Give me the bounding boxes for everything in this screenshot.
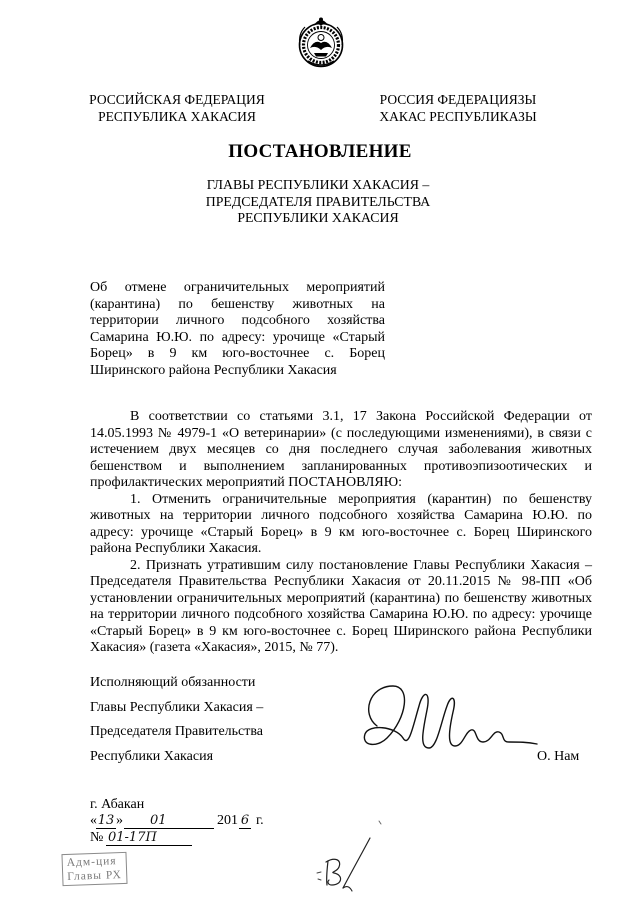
place-of-issue: г. Абакан (90, 797, 145, 812)
body-line: животных на территории личного подсобного хозяйства Самарина Ю.Ю. по (90, 508, 592, 523)
item-2-paragraph (90, 558, 592, 657)
header-right-line: ХАКАС РЕСПУБЛИКАЗЫ (379, 108, 537, 124)
item-1-paragraph (90, 492, 592, 558)
subject-line: Ширинского района Республики Хакасия (90, 362, 337, 378)
date-suffix: г. (256, 813, 264, 828)
header-right (358, 92, 558, 125)
number-sign: № (90, 830, 104, 845)
signatory-name: О. Нам (537, 749, 580, 764)
document-subtitle (0, 177, 636, 227)
subtitle-line: ГЛАВЫ РЕСПУБЛИКИ ХАКАСИЯ – (206, 177, 430, 192)
header-left-line: РЕСПУБЛИКА ХАКАСИЯ (98, 108, 256, 124)
date-close-quote: » (116, 813, 123, 828)
date-month: 01 (124, 813, 214, 829)
body-line: на территории личного подсобного хозяйства Самарина Ю.Ю. по адресу: урочище (90, 607, 592, 622)
header-left-line: РОССИЙСКАЯ ФЕДЕРАЦИЯ (89, 92, 265, 107)
body-line: установлении ограничительных мероприятий (карантина) по бешенству животных (90, 590, 592, 606)
header-left (77, 92, 277, 125)
subject-line: (карантина) по бешенству животных на (90, 296, 385, 312)
signatory-position (90, 671, 330, 769)
subject-line: территории личного подсобного хозяйства (90, 313, 385, 328)
signatory-position-line: Председателя Правительства (90, 724, 264, 740)
subtitle-line: РЕСПУБЛИКИ ХАКАСИЯ (237, 210, 399, 225)
registration-stamp (61, 852, 127, 886)
body-line: истечением двух месяцев со дня последнего случая заболевания животных (90, 442, 592, 457)
document-subject (90, 280, 385, 379)
date-year-digit: 6 (240, 813, 250, 828)
date-open-quote: « (90, 813, 97, 828)
body-line: 1. Отменить ограничительные мероприятия (карантин) по бешенству (130, 491, 592, 507)
body-line: 14.05.1993 № 4979-1 «О ветеринарии» (с последующими изменениями), в связи с (90, 425, 592, 441)
coat-of-arms-icon (296, 15, 346, 69)
body-line: Председателя Правительства Республики Хакасия от 20.11.2015 № 98-ПП «Об (90, 574, 592, 589)
date-year-prefix: 201 (217, 813, 238, 828)
signature-image (355, 678, 540, 768)
header-right-line: РОССИЯ ФЕДЕРАЦИЯЗЫ (379, 92, 537, 107)
subject-line: Об отмене ограничительных мероприятий (90, 280, 385, 295)
signatory-position-line: Исполняющий обязанности (90, 675, 256, 690)
body-line: В соответствии со статьями 3.1, 17 Закона Российской Федерации от (130, 409, 592, 424)
body-line: «Старый Борец» в 9 км юго-восточнее с. Борец Ширинского района Республики (90, 623, 592, 639)
body-line: бешенством и выполнением запланированных противоэпизоотических и (90, 458, 592, 474)
signatory-position-line: Главы Республики Хакасия – (90, 699, 264, 715)
document-title: ПОСТАНОВЛЕНИЕ (228, 141, 412, 162)
body-line: адресу: урочище «Старый Борец» в 9 км юго-восточнее с. Борец Ширинского (90, 524, 592, 540)
body-line: 2. Признать утратившим силу постановление Главы Республики Хакасия – (130, 557, 592, 573)
body-line: профилактических мероприятий ПОСТАНОВЛЯЮ: (90, 475, 403, 490)
date-day: 13 (97, 813, 115, 828)
document-body (90, 409, 592, 657)
subject-line: Самарина Ю.Ю. по адресу: урочище «Старый (90, 329, 385, 345)
preamble-paragraph (90, 409, 592, 492)
stamp-line: Адм-ция (66, 855, 117, 869)
document-number: 01-17П (106, 830, 192, 846)
signatory-position-line: Республики Хакасия (90, 748, 214, 764)
body-line: Хакасия» (газета «Хакасия», 2015, № 77). (90, 640, 339, 655)
body-line: района Республики Хакасия. (90, 541, 262, 556)
handwritten-initials (312, 815, 387, 900)
subtitle-line: ПРЕДСЕДАТЕЛЯ ПРАВИТЕЛЬСТВА (205, 193, 431, 209)
stamp-line: Главы РХ (67, 869, 122, 883)
subject-line: Борец» в 9 км юго-восточнее с. Борец (90, 346, 385, 361)
